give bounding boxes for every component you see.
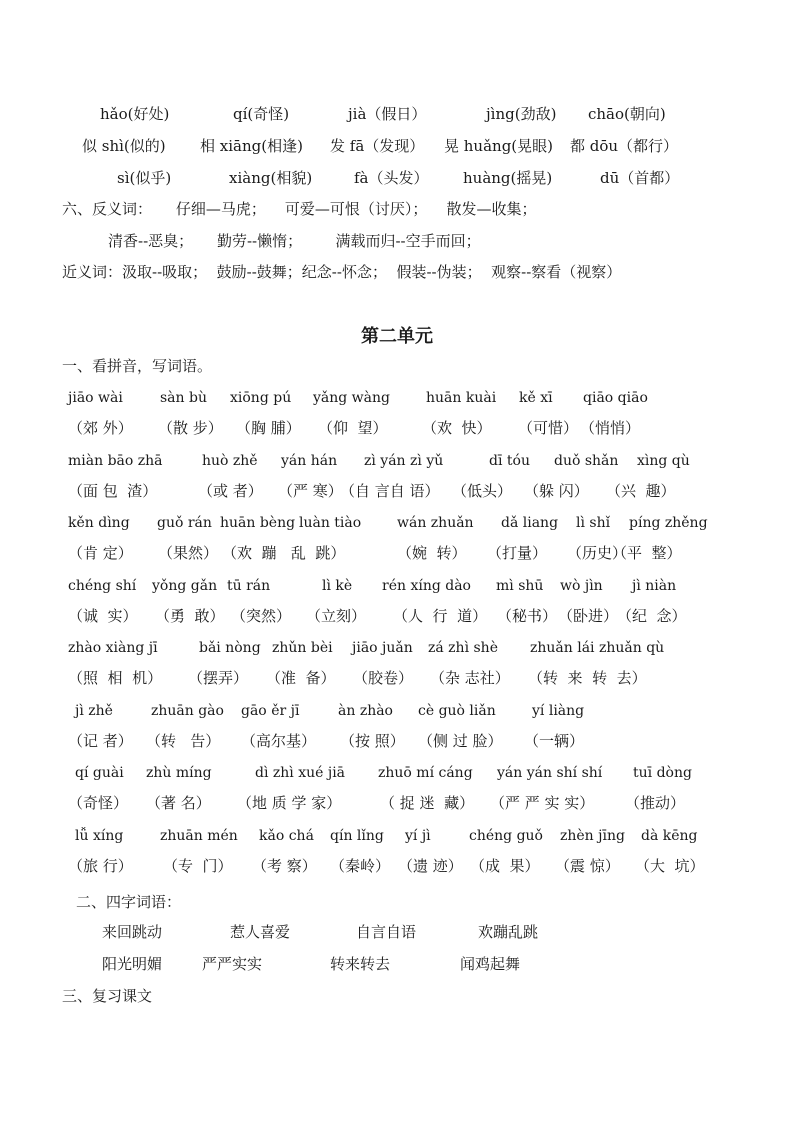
antonyms-line-2: 清香--恶臭； 勤劳--懒惰； 满载而归--空手而回； [108,232,481,250]
vocab-pinyin: tū rán [227,578,271,594]
vocab-word: （转 告） [146,732,221,750]
vocab-word: （果然） [158,544,219,562]
vocab-pinyin: miàn bāo zhā [68,453,163,469]
vocab-pinyin: àn zhào [338,703,393,719]
pinyin-item: 发 fā（发现） [330,137,425,155]
vocab-pinyin: huò zhě [202,453,258,469]
vocab-word: （严 寒） [278,482,343,500]
vocab-pinyin: lì shǐ [576,515,611,531]
vocab-word: （欢 蹦 乱 跳） [222,544,346,562]
pinyin-item: 都 dōu（都行） [570,137,679,155]
vocab-word: （大 坑） [635,857,705,875]
four-char-item: 严严实实 [202,955,263,973]
vocab-word: （自 言自 语） [340,482,440,500]
vocab-word: （肯 定） [68,544,133,562]
vocab-pinyin: dà kēng [641,828,698,844]
vocab-word: （散 步） [158,419,223,437]
vocab-pinyin: yí liàng [532,703,585,719]
vocab-word: （诚 实） [68,607,138,625]
four-char-item: 阳光明媚 [102,955,163,973]
vocab-pinyin: kě xī [519,390,553,406]
vocab-pinyin: zhǔn bèi [272,640,333,656]
pinyin-item: hǎo(好处) [100,105,170,123]
vocab-word: （一辆） [524,732,585,750]
vocab-pinyin: kěn dìng [68,515,130,531]
vocab-pinyin: xiōng pú [230,390,292,406]
pinyin-item: 相 xiāng(相逢) [200,137,303,155]
antonyms-line-1: 六、反义词： 仔细—马虎； 可爱—可恨（讨厌）； 散发—收集； [62,200,537,218]
four-char-item: 转来转去 [330,955,391,973]
vocab-pinyin: wán zhuǎn [397,515,474,531]
vocab-word: （遗 迹） [398,857,463,875]
vocab-word: （纪 念） [617,607,687,625]
vocab-word: （躲 闪） [524,482,589,500]
vocab-pinyin: xìng qù [637,453,690,469]
vocab-pinyin: jì zhě [75,703,113,719]
four-char-item: 自言自语 [356,923,417,941]
four-char-item: 欢蹦乱跳 [478,923,539,941]
vocab-pinyin: zhuǎn lái zhuǎn qù [530,640,665,656]
vocab-word: （奇怪） [68,794,129,812]
vocab-pinyin: cè guò liǎn [418,703,496,719]
vocab-word: （侧 过 脸） [418,732,503,750]
vocab-word: （历史） [567,544,628,562]
vocab-pinyin: zhuān mén [160,828,238,844]
vocab-pinyin: kǎo chá [259,828,314,844]
pinyin-item: huàng(摇晃) [463,169,553,187]
vocab-pinyin: yǎng wàng [313,390,390,406]
vocab-word: （立刻） [306,607,367,625]
vocab-pinyin: píng zhěng [629,515,708,531]
vocab-pinyin: lì kè [322,578,353,594]
vocab-pinyin: duǒ shǎn [554,453,619,469]
vocab-word: （转 来 转 去） [528,669,647,687]
vocab-pinyin: zì yán zì yǔ [364,453,444,469]
vocab-pinyin: yán hán [281,453,338,469]
vocab-word: （旅 行） [68,857,133,875]
vocab-pinyin: yǒng gǎn [152,578,218,594]
vocab-word: （打量） [487,544,548,562]
vocab-pinyin: jì niàn [632,578,677,594]
pinyin-item: 晃 huǎng(晃眼) [444,137,553,155]
vocab-pinyin: bǎi nòng [199,640,261,656]
vocab-word: （可惜） [518,419,579,437]
vocab-pinyin: huān kuài [426,390,497,406]
vocab-pinyin: chéng guǒ [469,828,543,844]
vocab-word: （郊 外） [68,419,133,437]
pinyin-item: qí(奇怪) [233,105,290,123]
four-char-item: 惹人喜爱 [230,923,291,941]
vocab-word: （专 门） [163,857,233,875]
vocab-word: （震 惊） [555,857,620,875]
vocab-pinyin: dǎ liang [501,515,559,531]
vocab-pinyin: lǚ xíng [75,828,124,844]
vocab-pinyin: zhù míng [146,765,212,781]
vocab-word: （仰 望） [318,419,388,437]
vocab-word: （ 捉 迷 藏） [380,794,475,812]
pinyin-item: 似 shì(似的) [82,137,166,155]
vocab-word: （记 者） [68,732,133,750]
vocab-word: （成 果） [470,857,540,875]
vocab-pinyin: huān bèng [220,515,296,531]
vocab-pinyin: sàn bù [160,390,207,406]
four-char-item: 来回跳动 [102,923,163,941]
vocab-pinyin: tuī dòng [633,765,692,781]
vocab-word: （低头） [452,482,513,500]
vocab-pinyin: zhào xiàng jī [68,640,158,656]
vocab-word: （胶卷） [353,669,414,687]
vocab-word: （按 照） [340,732,405,750]
vocab-pinyin: jiāo wài [68,390,123,406]
vocab-word: （照 相 机） [68,669,163,687]
vocab-pinyin: mì shū [496,578,544,594]
vocab-pinyin: luàn tiào [299,515,362,531]
vocab-pinyin: yán yán shí shí [497,765,603,781]
vocab-word: （或 者） [198,482,263,500]
vocab-word: （秘书） [497,607,558,625]
pinyin-item: jìng(劲敌) [486,105,557,123]
pinyin-item: dū（首都） [600,169,680,187]
vocab-word: （兴 趣） [606,482,676,500]
pinyin-item: xiàng(相貌) [229,169,313,187]
vocab-pinyin: zhèn jīng [560,828,625,844]
vocab-word: （准 备） [266,669,336,687]
vocab-word: （人 行 道） [393,607,488,625]
vocab-pinyin: dī tóu [489,453,530,469]
vocab-word: （秦岭） [330,857,391,875]
vocab-word: （勇 敢） [155,607,225,625]
vocab-pinyin: chéng shí [68,578,137,594]
vocab-word: （卧进） [558,607,619,625]
vocab-pinyin: zhuān gào [151,703,224,719]
pinyin-item: chāo(朝向) [588,105,666,123]
vocab-word: （推动） [625,794,686,812]
vocab-pinyin: zhuō mí cáng [378,765,473,781]
four-char-item: 闻鸡起舞 [460,955,521,973]
vocab-word: （欢 快） [422,419,492,437]
section-2-heading: 二、四字词语： [76,893,182,911]
pinyin-item: jià（假日） [348,105,427,123]
section-3-heading: 三、复习课文 [62,987,153,1005]
vocab-pinyin: qiāo qiāo [583,390,648,406]
vocab-word: （杂 志社） [430,669,510,687]
vocab-pinyin: qí guài [75,765,124,781]
vocab-word: （高尔基） [241,732,317,750]
vocab-pinyin: rén xíng dào [382,578,471,594]
vocab-pinyin: qín lǐng [330,828,384,844]
vocab-pinyin: jiāo juǎn [352,640,413,656]
vocab-word: （胸 脯） [236,419,301,437]
vocab-word: （严 严 实 实） [490,794,595,812]
vocab-word: （婉 转） [397,544,467,562]
vocab-word: （平 整） [612,544,682,562]
vocab-word: （考 察） [252,857,317,875]
vocab-pinyin: zá zhì shè [428,640,498,656]
vocab-pinyin: guǒ rán [157,515,212,531]
vocab-word: （突然） [231,607,292,625]
unit-title: 第二单元 [361,326,433,347]
vocab-pinyin: yí jì [405,828,431,844]
vocab-word: （著 名） [146,794,211,812]
vocab-word: （悄悄） [580,419,641,437]
pinyin-item: sì(似乎) [117,169,172,187]
vocab-word: （摆弄） [188,669,249,687]
vocab-pinyin: gāo ěr jī [241,703,300,719]
vocab-word: （地 质 学 家） [237,794,342,812]
vocab-pinyin: wò jìn [560,578,603,594]
vocab-pinyin: dì zhì xué jiā [255,765,346,781]
synonyms-line: 近义词：汲取--吸取； 鼓励--鼓舞；纪念--怀念； 假装--伪装； 观察--察看（视察） [62,263,622,281]
pinyin-item: fà（头发） [354,169,429,187]
vocab-word: （面 包 渣） [68,482,158,500]
section-1-heading: 一、看拼音，写词语。 [62,357,213,375]
